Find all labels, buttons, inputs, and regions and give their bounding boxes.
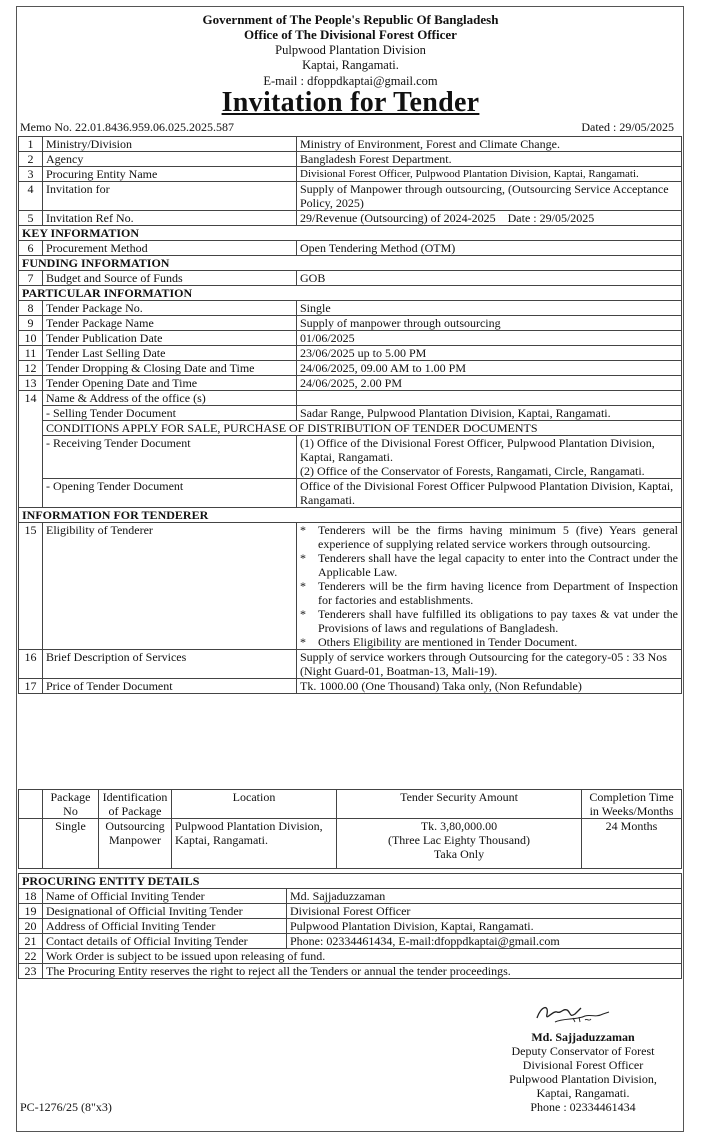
- memo-number: Memo No. 22.01.8436.959.06.025.2025.587: [20, 120, 234, 134]
- row-number: 8: [19, 301, 43, 316]
- row-number: 1: [19, 137, 43, 152]
- row-number: 4: [19, 182, 43, 211]
- row-number: 6: [19, 241, 43, 256]
- row-number: 2: [19, 152, 43, 167]
- row-value: Divisional Forest Officer: [287, 904, 682, 919]
- print-code: PC-1276/25 (8"x3): [20, 1100, 112, 1114]
- row-value: [297, 391, 682, 406]
- division-location: Kaptai, Rangamati.: [302, 58, 399, 72]
- package-no: Single: [43, 819, 99, 869]
- office-heading: Office of The Divisional Forest Officer: [244, 27, 457, 42]
- section-row: [19, 508, 682, 523]
- table-row: [19, 346, 682, 361]
- row-value: Tk. 1000.00 (One Thousand) Taka only, (Non Refundable): [297, 679, 682, 694]
- row-label: Eligibility of Tenderer: [43, 523, 297, 650]
- table-row: [19, 679, 682, 694]
- row-number: 17: [19, 679, 43, 694]
- section-heading: INFORMATION FOR TENDERER: [19, 508, 682, 523]
- package-table: [18, 789, 682, 869]
- list-item: * Tenderers shall have the legal capacity to enter into the Contract under the Applicable Law.: [300, 551, 678, 579]
- row-value: Supply of Manpower through outsourcing, (Outsourcing Service Acceptance Policy, 2025): [297, 182, 682, 211]
- row-value: Divisional Forest Officer, Pulpwood Plantation Division, Kaptai, Rangamati.: [297, 167, 682, 182]
- conditions-row: [19, 421, 682, 436]
- row-label: Tender Package Name: [43, 316, 297, 331]
- row-number: 18: [19, 889, 43, 904]
- receiving-office-2: (2) Office of the Conservator of Forests, Rangamati, Circle, Rangamati.: [300, 464, 645, 478]
- division-name: Pulpwood Plantation Division: [275, 43, 426, 57]
- row-number: 14: [19, 391, 43, 508]
- row-label: Price of Tender Document: [43, 679, 297, 694]
- list-item: * Tenderers shall have fulfilled its obligations to pay taxes & vat under the Provisions of laws and regulations of Bangladesh.: [300, 607, 678, 635]
- table-row: [19, 241, 682, 256]
- row-value: Ministry of Environment, Forest and Climate Change.: [297, 137, 682, 152]
- row-value: Bangladesh Forest Department.: [297, 152, 682, 167]
- signatory-location: Kaptai, Rangamati.: [536, 1086, 630, 1100]
- section-row: [19, 286, 682, 301]
- row-label: Budget and Source of Funds: [43, 271, 297, 286]
- table-row: [19, 436, 682, 479]
- eligibility-list: [297, 523, 682, 650]
- table-row: [19, 889, 682, 904]
- table-row: [19, 137, 682, 152]
- table-row: [19, 479, 682, 508]
- row-label: Procuring Entity Name: [43, 167, 297, 182]
- row-value: 23/06/2025 up to 5.00 PM: [297, 346, 682, 361]
- row-number: 12: [19, 361, 43, 376]
- section-row: [19, 226, 682, 241]
- page-title: Invitation for Tender: [221, 87, 480, 118]
- row-value: Md. Sajjaduzzaman: [287, 889, 682, 904]
- table-row: [19, 167, 682, 182]
- row-text: The Procuring Entity reserves the right to reject all the Tenders or annual the tender proceedings.: [43, 964, 682, 979]
- row-label: Agency: [43, 152, 297, 167]
- row-value: Phone: 02334461434, E-mail:dfoppdkaptai@gmail.com: [287, 934, 682, 949]
- row-label: Tender Last Selling Date: [43, 346, 297, 361]
- office-email: E-mail : dfoppdkaptai@gmail.com: [263, 74, 438, 88]
- col-header: Completion Time in Weeks/Months: [582, 790, 682, 819]
- row-number: 7: [19, 271, 43, 286]
- row-value: Sadar Range, Pulpwood Plantation Division, Kaptai, Rangamati.: [297, 406, 682, 421]
- section-heading: KEY INFORMATION: [19, 226, 682, 241]
- row-label: Brief Description of Services: [43, 650, 297, 679]
- package-location: Pulpwood Plantation Division, Kaptai, Rangamati.: [172, 819, 337, 869]
- table-row: [19, 211, 682, 226]
- table-row: [19, 361, 682, 376]
- row-label: Tender Opening Date and Time: [43, 376, 297, 391]
- signatory-name: Md. Sajjaduzzaman: [531, 1030, 635, 1044]
- signatory-designation: Divisional Forest Officer: [522, 1058, 644, 1072]
- row-value: Open Tendering Method (OTM): [297, 241, 682, 256]
- row-value: 24/06/2025, 2.00 PM: [297, 376, 682, 391]
- tender-security: Tk. 3,80,000.00 (Three Lac Eighty Thousand) Taka Only: [337, 819, 582, 869]
- row-value: 24/06/2025, 09.00 AM to 1.00 PM: [297, 361, 682, 376]
- table-row: [19, 376, 682, 391]
- table-row: [19, 949, 682, 964]
- section-heading: PROCURING ENTITY DETAILS: [19, 874, 682, 889]
- row-label: Tender Package No.: [43, 301, 297, 316]
- section-row: [19, 256, 682, 271]
- row-label: Name of Official Inviting Tender: [43, 889, 287, 904]
- memo-date: Dated : 29/05/2025: [581, 120, 674, 134]
- table-row: [19, 523, 682, 650]
- table-row: [19, 964, 682, 979]
- package-identification: Outsourcing Manpower: [99, 819, 172, 869]
- table-row: [19, 650, 682, 679]
- table-row: [19, 152, 682, 167]
- table-row: [19, 301, 682, 316]
- row-label: Contact details of Official Inviting Tender: [43, 934, 287, 949]
- table-row: [19, 182, 682, 211]
- row-text: Work Order is subject to be issued upon releasing of fund.: [43, 949, 682, 964]
- row-number: 13: [19, 376, 43, 391]
- list-item: * Others Eligibility are mentioned in Tender Document.: [300, 635, 578, 649]
- table-row: [19, 271, 682, 286]
- table-row: [19, 316, 682, 331]
- procuring-entity-table: [18, 873, 682, 979]
- row-number: 22: [19, 949, 43, 964]
- col-header: Identification of Package: [99, 790, 172, 819]
- row-number: 23: [19, 964, 43, 979]
- row-value: [297, 436, 682, 479]
- package-header-row: [19, 790, 682, 819]
- row-number: 3: [19, 167, 43, 182]
- section-row: [19, 874, 682, 889]
- table-row: [19, 904, 682, 919]
- row-number: 15: [19, 523, 43, 650]
- row-number: 16: [19, 650, 43, 679]
- row-label: - Selling Tender Document: [43, 406, 297, 421]
- row-label: Invitation Ref No.: [43, 211, 297, 226]
- list-item: * Tenderers will be the firm having licence from Department of Inspection for factories and establishments.: [300, 579, 678, 607]
- row-value: GOB: [297, 271, 682, 286]
- row-label: Designational of Official Inviting Tender: [43, 904, 287, 919]
- row-value: Pulpwood Plantation Division, Kaptai, Rangamati.: [287, 919, 682, 934]
- row-label: Tender Publication Date: [43, 331, 297, 346]
- table-row: [19, 934, 682, 949]
- signatory-phone: Phone : 02334461434: [530, 1100, 636, 1114]
- row-label: - Opening Tender Document: [43, 479, 297, 508]
- row-label: Invitation for: [43, 182, 297, 211]
- signatory-title: Deputy Conservator of Forest: [511, 1044, 655, 1058]
- row-value: Supply of manpower through outsourcing: [297, 316, 682, 331]
- row-number: 20: [19, 919, 43, 934]
- table-row: [19, 331, 682, 346]
- row-value: Office of the Divisional Forest Officer Pulpwood Plantation Division, Kaptai, Rangamati.: [297, 479, 682, 508]
- row-number: 10: [19, 331, 43, 346]
- col-header: Tender Security Amount: [337, 790, 582, 819]
- section-heading: PARTICULAR INFORMATION: [19, 286, 682, 301]
- row-value: Supply of service workers through Outsourcing for the category-05 : 33 Nos (Night Guard-01, Boatman-13, Mali-19).: [297, 650, 682, 679]
- row-number: 21: [19, 934, 43, 949]
- table-row: [19, 919, 682, 934]
- conditions-note: CONDITIONS APPLY FOR SALE, PURCHASE OF DISTRIBUTION OF TENDER DOCUMENTS: [43, 421, 682, 436]
- col-header: Package No: [43, 790, 99, 819]
- row-label: Ministry/Division: [43, 137, 297, 152]
- row-number: 9: [19, 316, 43, 331]
- handwritten-signature: [533, 1000, 613, 1028]
- row-label: Name & Address of the office (s): [43, 391, 297, 406]
- tender-info-table: [18, 136, 682, 694]
- row-label: Address of Official Inviting Tender: [43, 919, 287, 934]
- package-row: [19, 819, 682, 869]
- row-label: - Receiving Tender Document: [43, 436, 297, 479]
- govt-heading: Government of The People's Republic Of Bangladesh: [202, 12, 499, 27]
- row-number: 5: [19, 211, 43, 226]
- row-label: Procurement Method: [43, 241, 297, 256]
- row-label: Tender Dropping & Closing Date and Time: [43, 361, 297, 376]
- row-value: Single: [297, 301, 682, 316]
- row-number: 11: [19, 346, 43, 361]
- list-item: * Tenderers will be the firms having minimum 5 (five) Years general experience of supplying related service workers through outsourcing.: [300, 523, 678, 551]
- signatory-division: Pulpwood Plantation Division,: [509, 1072, 657, 1086]
- table-row: [19, 391, 682, 406]
- row-value: 29/Revenue (Outsourcing) of 2024-2025 Date : 29/05/2025: [297, 211, 682, 226]
- receiving-office-1: (1) Office of the Divisional Forest Officer, Pulpwood Plantation Division, Kaptai, Rangamati.: [300, 436, 655, 464]
- completion-time: 24 Months: [582, 819, 682, 869]
- row-value: 01/06/2025: [297, 331, 682, 346]
- section-heading: FUNDING INFORMATION: [19, 256, 682, 271]
- table-row: [19, 406, 682, 421]
- row-number: 19: [19, 904, 43, 919]
- col-header: Location: [172, 790, 337, 819]
